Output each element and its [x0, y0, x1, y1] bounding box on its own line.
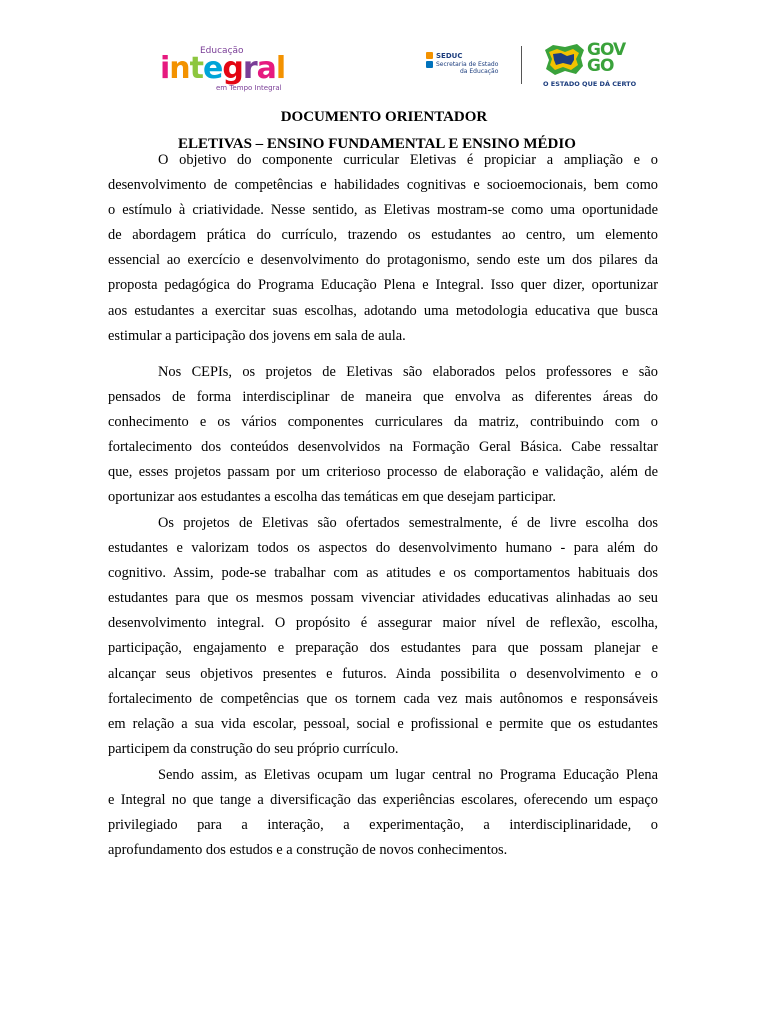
- paragraph-line: fortalecimento de competências que os tornem cada vez mais autônomos e responsáveis: [108, 690, 658, 707]
- paragraph-line: pensados de forma interdisciplinar de maneira que envolva as diferentes áreas do: [108, 389, 658, 406]
- document-title: DOCUMENTO ORIENTADOR: [280, 109, 488, 125]
- paragraph-1: [108, 148, 658, 349]
- seduc-mark-icon: [426, 52, 433, 59]
- paragraph-line: fortalecimento dos conteúdos desenvolvidos na Formação Geral Básica. Cabe ressaltar: [108, 439, 658, 456]
- logo-letter: t: [189, 51, 203, 86]
- logo-letter: n: [169, 51, 190, 86]
- logo-top-text: Educação: [200, 46, 244, 56]
- paragraph-line: que, esses projetos passam por um criterioso processo de elaboração e validação, além de: [108, 464, 658, 481]
- seduc-mark-secondary-icon: [426, 61, 433, 68]
- go-line: GO: [587, 56, 614, 76]
- logo-letter: l: [275, 51, 286, 86]
- seduc-subtitle: [436, 61, 498, 75]
- logo-letter: a: [256, 51, 276, 86]
- paragraph-line: estudantes e valorizam todos os aspectos do desenvolvimento humano - para além do: [108, 540, 658, 557]
- paragraph-line: estimular a participação dos jovens em sala de aula.: [108, 327, 406, 344]
- paragraph-line: Sendo assim, as Eletivas ocupam um lugar central no Programa Educação Plena: [158, 767, 658, 783]
- paragraph-line: participação, engajamento e preparação dos estudantes para que possam planejar e: [108, 640, 658, 657]
- paragraph-line: aos estudantes a exercitar suas escolhas, adotando uma metodologia educativa que busca: [108, 302, 658, 319]
- gov-go-wordmark: [587, 42, 625, 74]
- paragraph-line: O objetivo do componente curricular Eletivas é propiciar a ampliação e o: [158, 152, 658, 168]
- paragraph-line: cognitivo. Assim, pode-se trabalhar com as atitudes e os comportamentos habituais dos: [108, 565, 658, 582]
- paragraph-line: Nos CEPIs, os projetos de Eletivas são elaborados pelos professores e são: [158, 364, 658, 380]
- paragraph-line: aprofundamento dos estudos e a construção de novos conhecimentos.: [108, 842, 508, 859]
- logo-letter: g: [222, 51, 243, 86]
- paragraph-3: [108, 511, 658, 762]
- paragraph-line: de abordagem prática do currículo, trazendo os estudantes ao centro, um elemento: [108, 227, 658, 244]
- header-divider: [521, 46, 522, 84]
- paragraph-line: e Integral no que tange a diversificação das experiências escolares, oferecendo um espaço: [108, 792, 658, 809]
- seduc-subtitle-line: da Educação: [459, 68, 499, 75]
- paragraph-line: participem da construção do seu próprio currículo.: [108, 740, 399, 757]
- paragraph-line: desenvolvimento de competências e habilidades cognitivas e socioemocionais, bem como: [108, 177, 658, 194]
- logo-bottom-text: em Tempo Integral: [216, 84, 282, 92]
- logo-letter: e: [203, 51, 223, 86]
- gov-line: GOV: [587, 40, 626, 60]
- gov-slogan: O ESTADO QUE DÁ CERTO: [543, 80, 637, 88]
- logo-main-text: [160, 52, 285, 86]
- gov-go-logo: [543, 40, 648, 90]
- paragraph-line: conhecimento e os vários componentes curriculares da matriz, contribuindo com o: [108, 414, 658, 431]
- paragraph-4: [108, 763, 658, 863]
- paragraph-2: [108, 360, 658, 511]
- paragraph-line: essencial ao exercício e desenvolvimento do protagonismo, sendo este um dos pilares da: [108, 252, 658, 269]
- paragraph-line: oportunizar aos estudantes a escolha das temáticas em que desejam participar.: [108, 489, 556, 506]
- seduc-logo: [426, 52, 506, 82]
- seduc-subtitle-line: Secretaria de Estado: [436, 61, 499, 68]
- logo-letter: r: [242, 51, 257, 86]
- paragraph-line: privilegiado para a interação, a experimentação, a interdisciplinaridade, o: [108, 817, 658, 834]
- paragraph-line: proposta pedagógica do Programa Educação Plena e Integral. Isso quer dizer, oportunizar: [108, 277, 658, 294]
- goias-map-icon: [543, 44, 585, 76]
- logo-letter: i: [160, 51, 170, 86]
- educacao-integral-logo: [160, 46, 290, 98]
- document-subtitle: ELETIVAS – ENSINO FUNDAMENTAL E ENSINO MÉDIO: [178, 136, 576, 152]
- paragraph-line: estudantes para que os mesmos possam vivenciar atividades educativas alinhadas ao seu: [108, 590, 658, 607]
- paragraph-line: alcançar seus objetivos presentes e futuros. Ainda possibilita o desenvolvimento e o: [108, 665, 658, 682]
- seduc-title: SEDUC: [436, 52, 463, 60]
- paragraph-line: em relação a sua vida escolar, pessoal, social e profissional e permite que os estudantes: [108, 715, 658, 732]
- paragraph-line: o estímulo à criatividade. Nesse sentido, as Eletivas mostram-se como uma oportunidade: [108, 202, 658, 219]
- paragraph-line: desenvolvimento integral. O propósito é assegurar maior nível de reflexão, escolha,: [108, 615, 658, 632]
- paragraph-line: Os projetos de Eletivas são ofertados semestralmente, é de livre escolha dos: [158, 515, 658, 531]
